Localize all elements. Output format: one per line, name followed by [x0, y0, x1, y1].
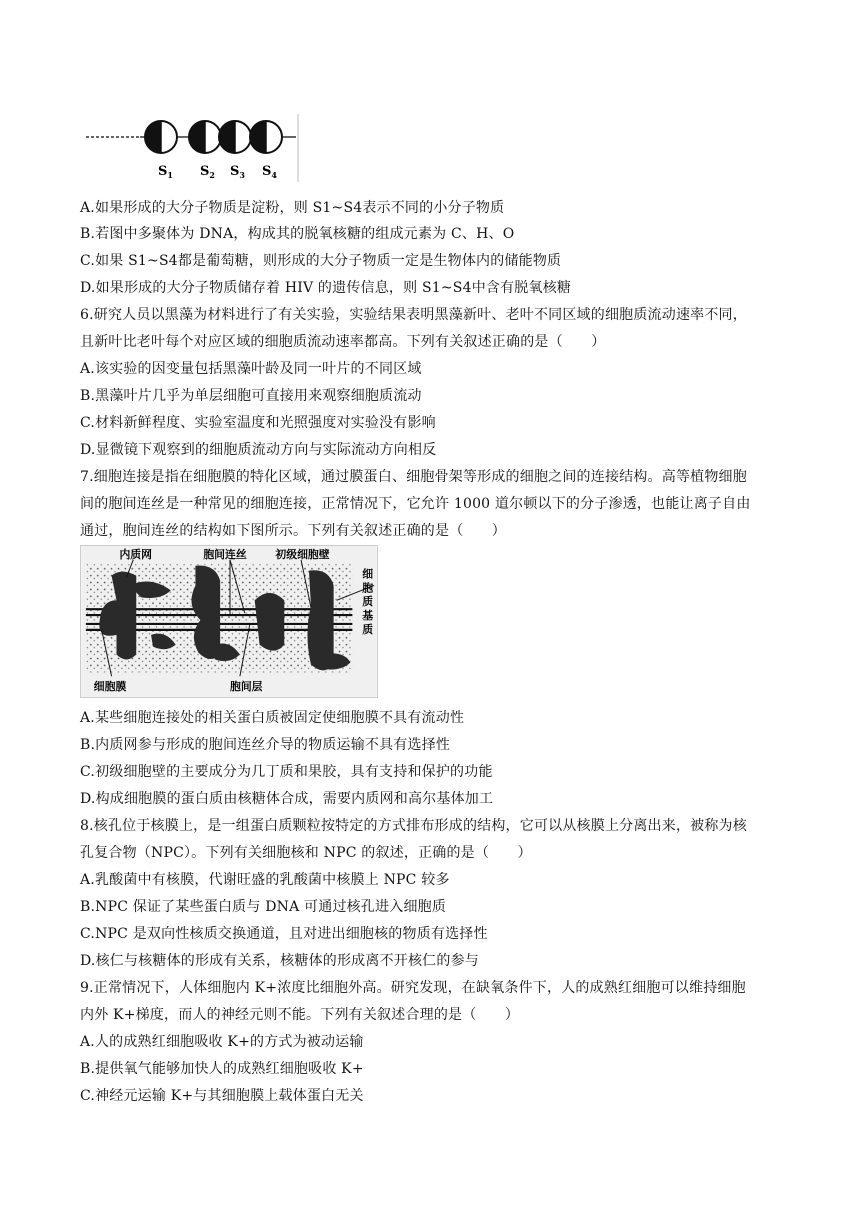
label-plasmodesmata: 胞间连丝: [203, 547, 247, 561]
monomer-s1: [145, 121, 177, 153]
q9-option-b: B.提供氧气能够加快人的成熟红细胞吸收 K+: [80, 1061, 364, 1077]
q7-option-b: B.内质网参与形成的胞间连丝介导的物质运输不具有选择性: [80, 737, 451, 753]
label-s3: $S_3$: [230, 164, 245, 180]
q9-stem-line2: 内外 K+梯度，而人的神经元则不能。下列有关叙述合理的是（ ）: [80, 1007, 520, 1023]
q7-option-c: C.初级细胞壁的主要成分为几丁质和果胶，具有支持和保护的功能: [80, 764, 493, 780]
label-s4: $S_4$: [262, 164, 277, 180]
q7-option-d: D.构成细胞膜的蛋白质由核糖体合成，需要内质网和高尔基体加工: [80, 791, 494, 807]
q7-stem-line3: 通过，胞间连丝的结构如下图所示。下列有关叙述正确的是（ ）: [80, 523, 506, 539]
plasmodesmata-figure: [80, 545, 378, 698]
q7-option-a: A.某些细胞连接处的相关蛋白质被固定使细胞膜不具有流动性: [80, 710, 465, 726]
q6-option-b: B.黑藻叶片几乎为单层细胞可直接用来观察细胞质流动: [80, 388, 422, 404]
q8-option-a: A.乳酸菌中有核膜，代谢旺盛的乳酸菌中核膜上 NPC 较多: [80, 872, 450, 888]
q8-option-c: C.NPC 是双向性核质交换通道，且对进出细胞核的物质有选择性: [80, 926, 488, 942]
label-cytoplasm-matrix: 细胞质基质: [362, 567, 374, 636]
q6-option-d: D.显微镜下观察到的细胞质流动方向与实际流动方向相反: [80, 442, 437, 458]
monomer-s4: [250, 121, 282, 153]
monomer-s3: [219, 121, 251, 153]
q5-option-a: A.如果形成的大分子物质是淀粉，则 S1~S4表示不同的小分子物质: [80, 200, 505, 216]
label-s1: $S_1$: [158, 164, 173, 180]
q6-stem-line2: 且新叶比老叶每个对应区域的细胞质流动速率都高。下列有关叙述正确的是（ ）: [80, 334, 606, 350]
label-er: 内质网: [119, 547, 152, 561]
label-middle-lamella: 胞间层: [229, 680, 263, 694]
monomer-chain-figure: [80, 112, 300, 184]
q5-option-b: B.若图中多聚体为 DNA，构成其的脱氧核糖的组成元素为 C、H、O: [80, 226, 515, 242]
label-membrane: 细胞膜: [93, 680, 127, 694]
q9-option-c: C.神经元运输 K+与其细胞膜上载体蛋白无关: [80, 1088, 364, 1104]
q5-option-d: D.如果形成的大分子物质储存着 HIV 的遗传信息，则 S1~S4中含有脱氧核糖: [80, 280, 572, 296]
q7-stem-line1: 7.细胞连接是指在细胞膜的特化区域，通过膜蛋白、细胞骨架等形成的细胞之间的连接结构。高等植物细胞: [80, 469, 747, 485]
q6-option-a: A.该实验的因变量包括黑藻叶龄及同一叶片的不同区域: [80, 361, 422, 377]
q9-option-a: A.人的成熟红细胞吸收 K+的方式为被动运输: [80, 1034, 364, 1050]
q8-option-d: D.核仁与核糖体的形成有关系，核糖体的形成离不开核仁的参与: [80, 953, 479, 969]
q8-option-b: B.NPC 保证了某些蛋白质与 DNA 可通过核孔进入细胞质: [80, 899, 447, 915]
q8-stem-line2: 孔复合物（NPC）。下列有关细胞核和 NPC 的叙述，正确的是（ ）: [80, 845, 532, 861]
q5-option-c: C.如果 S1~S4都是葡萄糖，则形成的大分子物质一定是生物体内的储能物质: [80, 253, 562, 269]
label-primary-wall: 初级细胞壁: [275, 547, 330, 561]
q7-stem-line2: 间的胞间连丝是一种常见的细胞连接，正常情况下，它允许 1000 道尔顿以下的分子渗透，也能让离子自由: [80, 496, 751, 512]
q6-option-c: C.材料新鲜程度、实验室温度和光照强度对实验没有影响: [80, 415, 436, 431]
monomer-s2: [189, 121, 221, 153]
q8-stem-line1: 8.核孔位于核膜上，是一组蛋白质颗粒按特定的方式排布形成的结构，它可以从核膜上分离出来，被称为核: [80, 818, 747, 834]
q6-stem-line1: 6.研究人员以黑藻为材料进行了有关实验，实验结果表明黑藻新叶、老叶不同区域的细胞质流动速率不同，: [80, 307, 747, 323]
label-s2: $S_2$: [200, 164, 215, 180]
q9-stem-line1: 9.正常情况下，人体细胞内 K+浓度比细胞外高。研究发现，在缺氧条件下，人的成熟红细胞可以维持细胞: [80, 980, 746, 996]
